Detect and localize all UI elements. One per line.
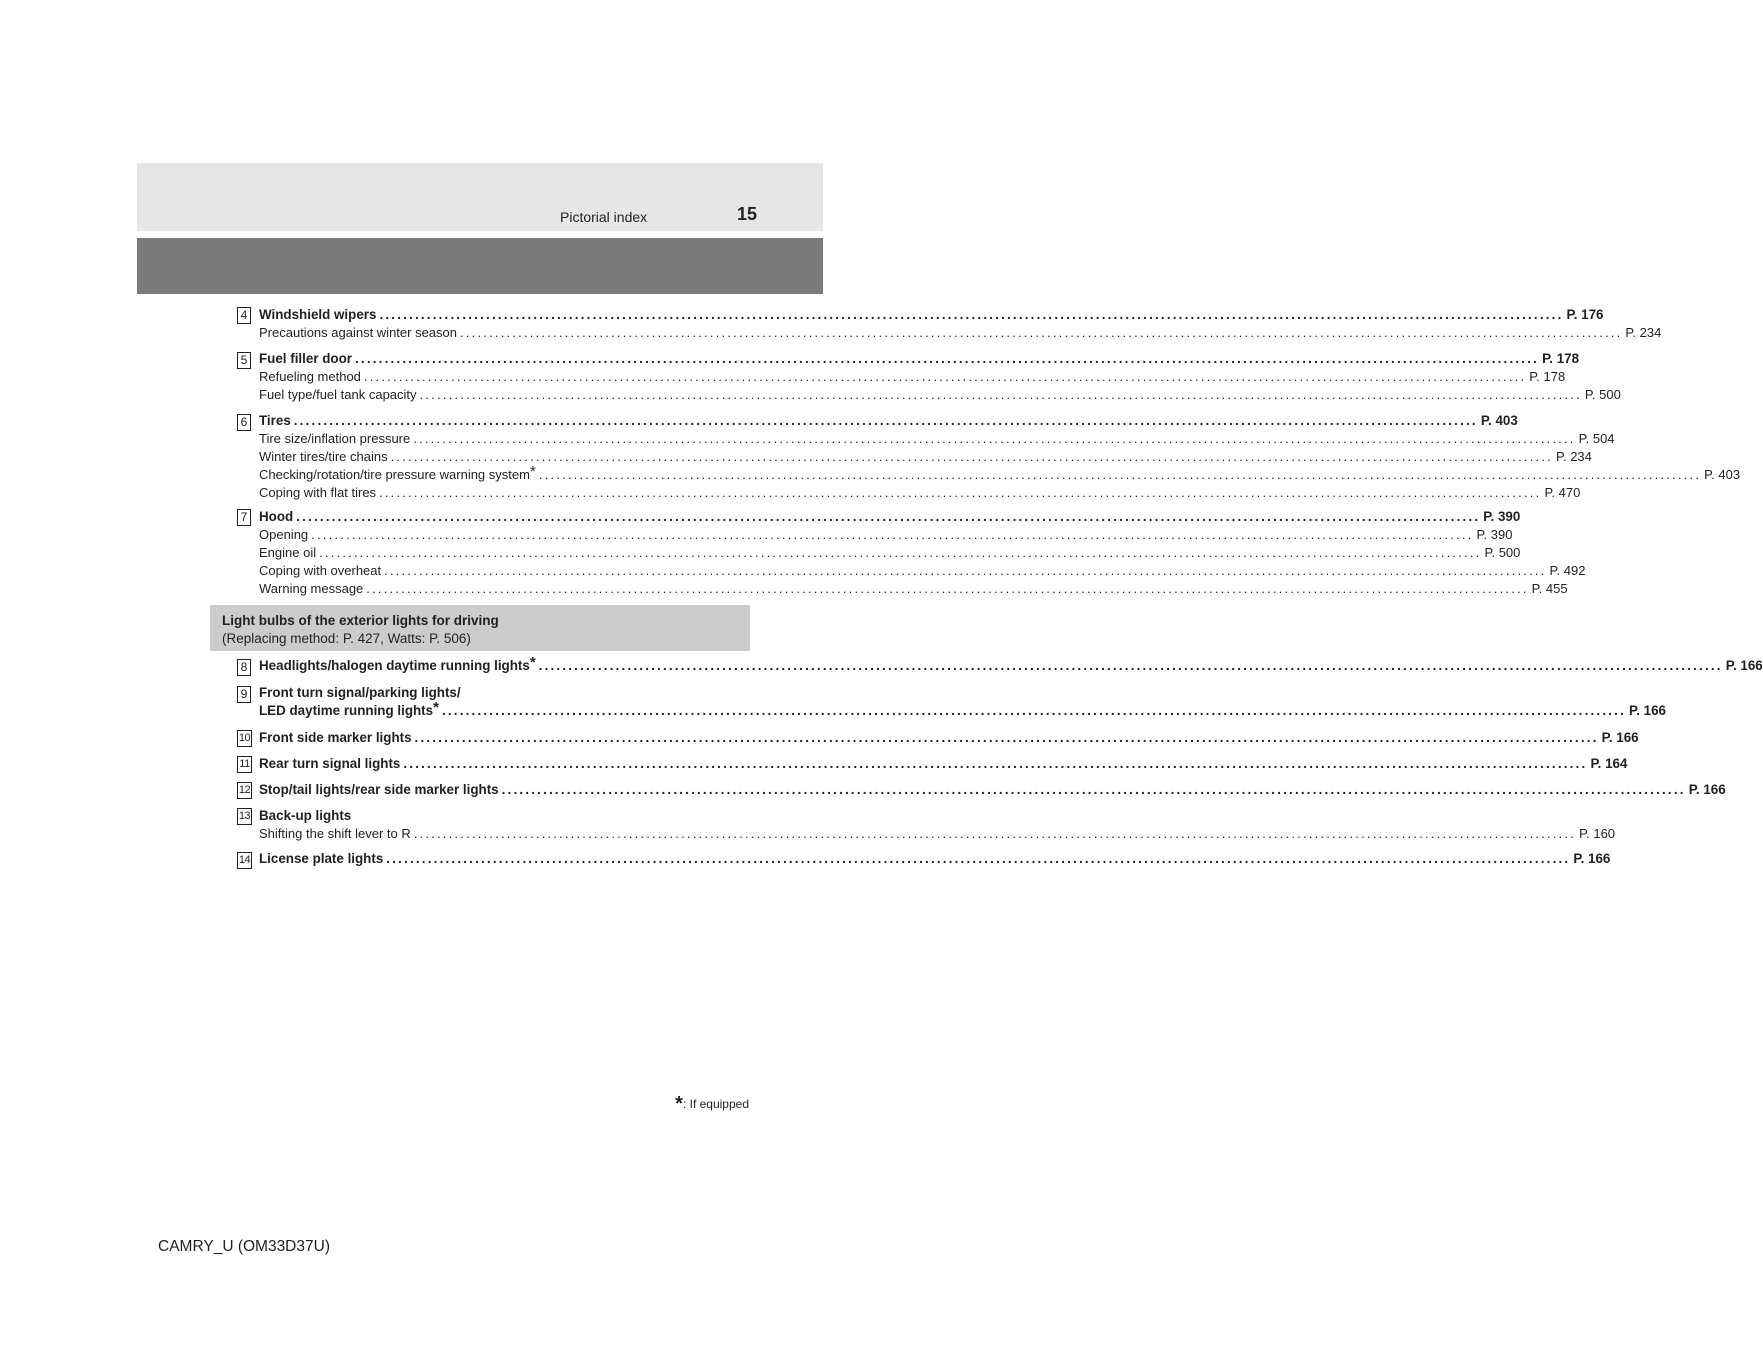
page-ref-link[interactable]: P. 166	[1688, 782, 1726, 797]
if-equipped-asterisk: *	[529, 654, 536, 671]
page-ref-link[interactable]: P. 234	[1625, 325, 1662, 340]
page-ref-link[interactable]: P. 178	[1542, 351, 1580, 366]
index-entry-stop-tail-lights	[259, 781, 1726, 799]
index-subrow	[259, 825, 1616, 843]
item-number-badge: 12	[237, 782, 252, 799]
entry-label: Front side marker lights	[259, 730, 412, 745]
section-title: Light bulbs of the exterior lights for driving	[222, 613, 499, 628]
entry-label: Engine oil	[259, 545, 317, 560]
index-entry-front-side-marker	[259, 729, 1639, 747]
page-ref-link[interactable]: P. 176	[1566, 307, 1604, 322]
dot-leader: ........................................................................................................................................................................................................	[441, 703, 1627, 718]
index-subrow	[259, 544, 1521, 562]
section-header	[210, 605, 750, 651]
entry-label: Fuel filler door	[259, 351, 352, 366]
index-row	[259, 850, 1611, 868]
if-equipped-asterisk: *	[433, 699, 439, 716]
index-row	[259, 684, 722, 702]
dot-leader: ........................................................................................................................................................................................................	[386, 851, 1571, 866]
dot-leader: ........................................................................................................................................................................................................	[319, 545, 1482, 560]
index-row	[259, 755, 1628, 773]
dot-leader: ........................................................................................................................................................................................................	[296, 509, 1481, 524]
header-dark-band	[137, 238, 823, 294]
index-row	[259, 699, 1667, 720]
document-code: CAMRY_U (OM33D37U)	[158, 1238, 330, 1255]
entry-label: License plate lights	[259, 851, 384, 866]
page-ref-link[interactable]: P. 166	[1725, 658, 1763, 673]
dot-leader: ........................................................................................................................................................................................................	[293, 413, 1478, 428]
index-subrow	[259, 430, 1615, 448]
dot-leader: ........................................................................................................................................................................................................	[413, 826, 1577, 841]
page-ref-link[interactable]: P. 492	[1549, 563, 1586, 578]
index-subrow	[259, 324, 1662, 342]
item-number-badge: 10	[237, 730, 252, 747]
item-number-badge: 7	[237, 509, 251, 526]
dot-leader: ........................................................................................................................................................................................................	[414, 730, 1599, 745]
page-number: 15	[737, 204, 758, 224]
index-entry-rear-turn-signal	[259, 755, 1628, 773]
dot-leader: ........................................................................................................................................................................................................	[390, 449, 1553, 464]
entry-label: Windshield wipers	[259, 307, 377, 322]
index-subrow	[259, 448, 1592, 466]
entry-label: Coping with overheat	[259, 563, 382, 578]
entry-label: Refueling method	[259, 369, 361, 384]
index-row	[259, 654, 1763, 675]
dot-leader: ........................................................................................................................................................................................................	[501, 782, 1686, 797]
entry-label: Hood	[259, 509, 294, 524]
page-ref-link[interactable]: P. 403	[1704, 467, 1741, 482]
page-ref-link[interactable]: P. 504	[1578, 431, 1615, 446]
index-subrow	[259, 562, 1586, 580]
footnote-text: : If equipped	[682, 1097, 749, 1111]
page-ref-link[interactable]: P. 390	[1476, 527, 1513, 542]
index-row	[259, 807, 722, 825]
page-ref-link[interactable]: P. 166	[1573, 851, 1611, 866]
entry-label: Shifting the shift lever to R	[259, 826, 411, 841]
item-number-badge: 5	[237, 352, 251, 369]
page-ref-link[interactable]: P. 403	[1480, 413, 1518, 428]
item-number-badge: 6	[237, 414, 251, 431]
page-ref-link[interactable]: P. 164	[1590, 756, 1628, 771]
entry-label: Headlights/halogen daytime running lights	[259, 658, 530, 673]
index-row	[259, 729, 1639, 747]
page-ref-link[interactable]: P. 166	[1601, 730, 1639, 745]
dot-leader: ........................................................................................................................................................................................................	[355, 351, 1540, 366]
page-ref-link[interactable]: P. 500	[1584, 387, 1621, 402]
entry-label: Tires	[259, 413, 291, 428]
index-row	[259, 350, 1580, 368]
index-entry-windshield-wipers	[259, 306, 1662, 342]
index-subrow	[259, 484, 1581, 502]
dot-leader: ........................................................................................................................................................................................................	[384, 563, 1547, 578]
index-row	[259, 306, 1604, 324]
entry-label: Back-up lights	[259, 808, 352, 823]
dot-leader: ........................................................................................................................................................................................................	[311, 527, 1474, 542]
page-ref-link[interactable]: P. 500	[1484, 545, 1521, 560]
entry-label: Winter tires/tire chains	[259, 449, 388, 464]
page-ref-link[interactable]: P. 390	[1483, 509, 1521, 524]
if-equipped-asterisk: *	[529, 463, 536, 480]
index-row	[259, 781, 1726, 799]
entry-label: Tire size/inflation pressure	[259, 431, 411, 446]
index-entry-tires	[259, 412, 1741, 502]
item-number-badge: 11	[237, 756, 252, 773]
dot-leader: ........................................................................................................................................................................................................	[538, 658, 1723, 673]
item-number-badge: 8	[237, 659, 251, 676]
item-number-badge: 9	[237, 686, 251, 703]
dot-leader: ........................................................................................................................................................................................................	[379, 307, 1564, 322]
index-subrow	[259, 463, 1741, 484]
entry-label: Front turn signal/parking lights/	[259, 685, 461, 700]
index-entry-hood	[259, 508, 1586, 598]
dot-leader: ........................................................................................................................................................................................................	[419, 387, 1582, 402]
footnote	[675, 1093, 749, 1116]
page-ref-link[interactable]: P. 166	[1629, 703, 1667, 718]
dot-leader: ........................................................................................................................................................................................................	[363, 369, 1527, 384]
entry-label: Rear turn signal lights	[259, 756, 401, 771]
index-entry-fuel-filler-door	[259, 350, 1621, 404]
entry-label: Precautions against winter season	[259, 325, 458, 340]
index-row	[259, 412, 1518, 430]
index-entry-back-up-lights	[259, 807, 1616, 843]
dot-leader: ........................................................................................................................................................................................................	[460, 325, 1623, 340]
index-subrow	[259, 526, 1513, 544]
index-entry-license-plate	[259, 850, 1611, 868]
header-title: Pictorial index	[560, 209, 648, 225]
entry-label: Opening	[259, 527, 309, 542]
page-ref-link[interactable]: P. 470	[1544, 485, 1581, 500]
header-band	[137, 163, 823, 231]
item-number-badge: 14	[237, 852, 252, 869]
item-number-badge: 13	[237, 808, 252, 825]
item-number-badge: 4	[237, 307, 251, 324]
index-subrow	[259, 368, 1566, 386]
dot-leader: ........................................................................................................................................................................................................	[403, 756, 1588, 771]
entry-label: Coping with flat tires	[259, 485, 377, 500]
entry-label: Warning message	[259, 581, 364, 596]
entry-label: Checking/rotation/tire pressure warning system	[259, 467, 530, 482]
entry-label: LED daytime running lights	[259, 703, 434, 718]
index-entry-front-turn-signal	[259, 684, 1667, 720]
index-row	[259, 508, 1521, 526]
dot-leader: ........................................................................................................................................................................................................	[538, 467, 1702, 482]
index-subrow	[259, 386, 1621, 404]
asterisk-icon: *	[675, 1093, 683, 1115]
entry-label: Fuel type/fuel tank capacity	[259, 387, 417, 402]
page-ref-link[interactable]: P. 455	[1531, 581, 1568, 596]
dot-leader: ........................................................................................................................................................................................................	[366, 581, 1529, 596]
dot-leader: ........................................................................................................................................................................................................	[379, 485, 1542, 500]
page-ref-link[interactable]: P. 178	[1529, 369, 1566, 384]
section-subtitle: (Replacing method: P. 427, Watts: P. 506)	[222, 631, 471, 646]
dot-leader: ........................................................................................................................................................................................................	[413, 431, 1576, 446]
page-ref-link[interactable]: P. 234	[1555, 449, 1592, 464]
page-ref-link[interactable]: P. 160	[1579, 826, 1616, 841]
index-entry-headlights	[259, 654, 1763, 675]
index-subrow	[259, 580, 1568, 598]
entry-label: Stop/tail lights/rear side marker lights	[259, 782, 499, 797]
